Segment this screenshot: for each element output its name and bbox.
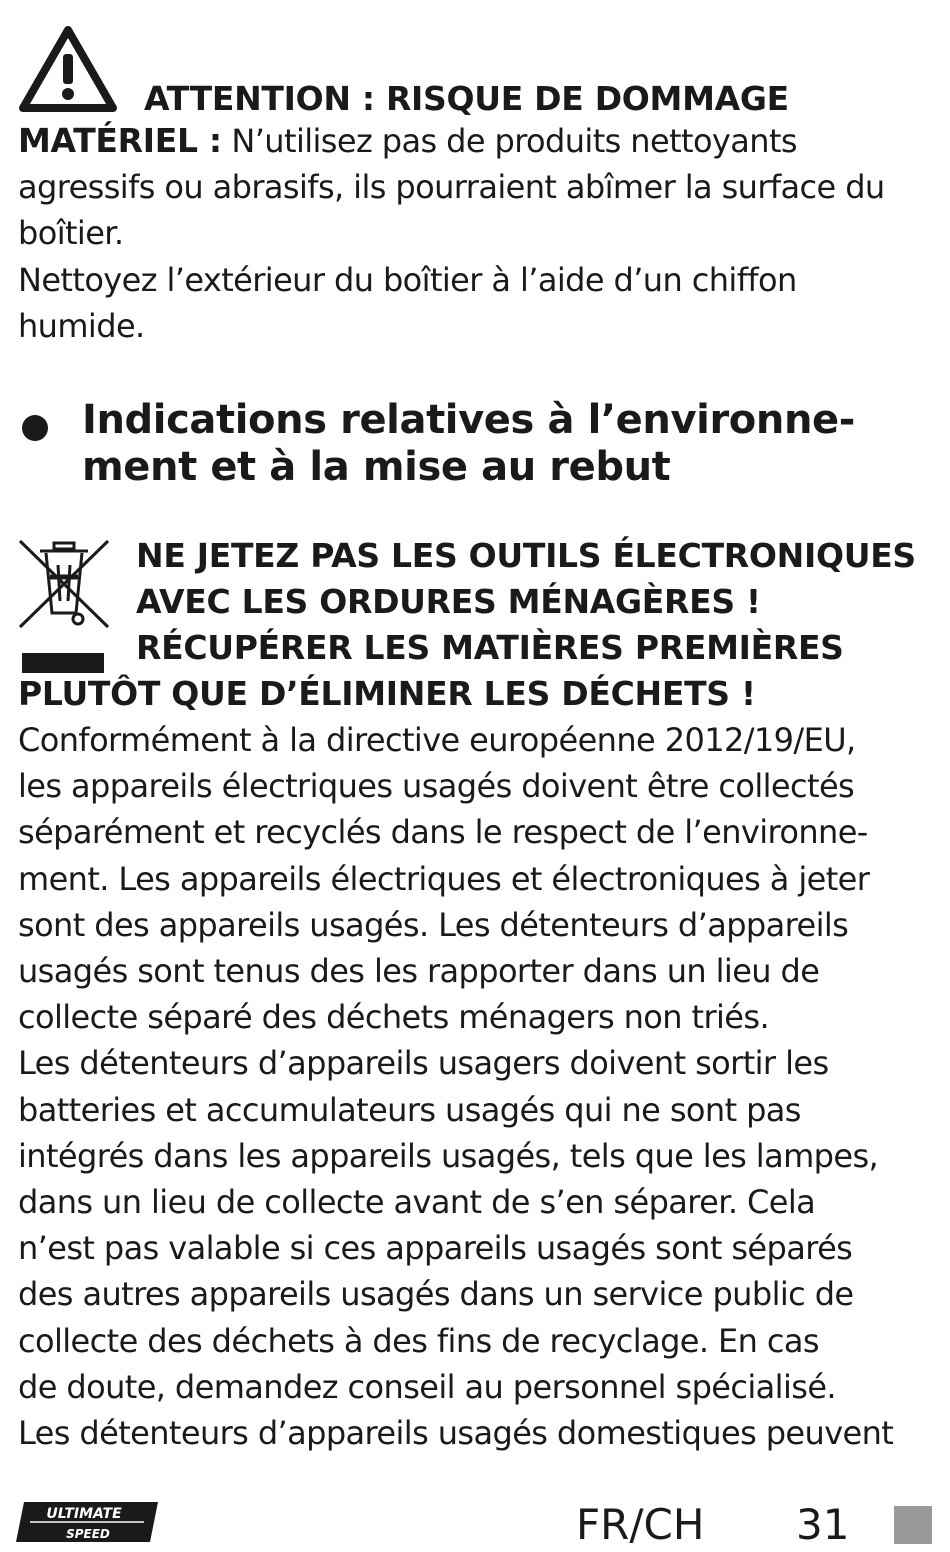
disposal-heading-line: AVEC LES ORDURES MÉNAGÈRES ! xyxy=(136,582,761,622)
warning-paragraph xyxy=(18,118,934,257)
disposal-line: séparément et recyclés dans le respect de l’environne- xyxy=(18,813,868,852)
disposal-block xyxy=(18,533,934,1456)
cleaning-line: Nettoyez l’extérieur du boîtier à l’aide d’un chiffon xyxy=(18,260,797,299)
disposal-heading-line: NE JETEZ PAS LES OUTILS ÉLECTRONIQUES xyxy=(136,536,916,576)
manual-page xyxy=(18,24,934,1456)
black-bar-icon xyxy=(22,653,104,673)
disposal-line: Conformément à la directive européenne 2012/19/EU, xyxy=(18,721,856,760)
warning-line: boîtier. xyxy=(18,214,124,253)
cleaning-paragraph xyxy=(18,257,934,349)
warning-line: N’utilisez pas de produits nettoyants xyxy=(221,122,797,160)
disposal-line: sont des appareils usagés. Les détenteurs d’appareils xyxy=(18,905,849,944)
ultimate-speed-logo xyxy=(16,1500,158,1544)
disposal-line: intégrés dans les appareils usagés, tels que les lampes, xyxy=(18,1136,879,1175)
bullet-dot-icon xyxy=(22,415,48,441)
logo-text-line2: SPEED xyxy=(66,1527,110,1541)
disposal-line: batteries et accumulateurs usagés qui ne sont pas xyxy=(18,1090,801,1129)
disposal-line: collecte séparé des déchets ménagers non triés. xyxy=(18,998,770,1037)
disposal-line: de doute, demandez conseil au personnel spécialisé. xyxy=(18,1367,836,1406)
disposal-line: collecte des déchets à des fins de recyclage. En cas xyxy=(18,1321,819,1360)
warning-header xyxy=(18,24,934,118)
cleaning-line: humide. xyxy=(18,306,145,345)
disposal-line: dans un lieu de collecte avant de s’en séparer. Cela xyxy=(18,1183,816,1222)
disposal-line: Les détenteurs d’appareils usagers doivent sortir les xyxy=(18,1044,829,1083)
disposal-heading-line: RÉCUPÉRER LES MATIÈRES PREMIÈRES xyxy=(136,628,844,668)
environment-section-heading xyxy=(18,397,934,491)
page-marker-square xyxy=(894,1506,932,1544)
disposal-heading-line: PLUTÔT QUE D’ÉLIMINER LES DÉCHETS ! xyxy=(18,674,756,714)
disposal-line: les appareils électriques usagés doivent être collectés xyxy=(18,767,855,806)
crossed-out-bin-icon xyxy=(18,539,110,629)
warning-triangle-icon xyxy=(18,24,118,114)
section-title xyxy=(82,397,934,491)
disposal-line: ment. Les appareils électriques et électroniques à jeter xyxy=(18,859,870,898)
warning-line: agressifs ou abrasifs, ils pourraient abîmer la surface du xyxy=(18,168,885,207)
page-number: 31 xyxy=(796,1500,850,1549)
warning-title: ATTENTION : RISQUE DE DOMMAGE xyxy=(144,79,789,118)
disposal-line: des autres appareils usagés dans un service public de xyxy=(18,1275,854,1314)
section-title-line: ment et à la mise au rebut xyxy=(82,444,671,491)
disposal-line: Les détenteurs d’appareils usagés domestiques peuvent xyxy=(18,1414,894,1453)
disposal-line: usagés sont tenus des les rapporter dans un lieu de xyxy=(18,952,820,991)
warning-lead: MATÉRIEL : xyxy=(18,121,222,160)
disposal-paragraph xyxy=(18,717,934,1456)
logo-text-line1: ULTIMATE xyxy=(46,1506,122,1522)
section-title-line: Indications relatives à l’environne- xyxy=(82,397,855,444)
disposal-line: n’est pas valable si ces appareils usagés sont séparés xyxy=(18,1229,853,1268)
footer-locale: FR/CH xyxy=(576,1500,705,1549)
